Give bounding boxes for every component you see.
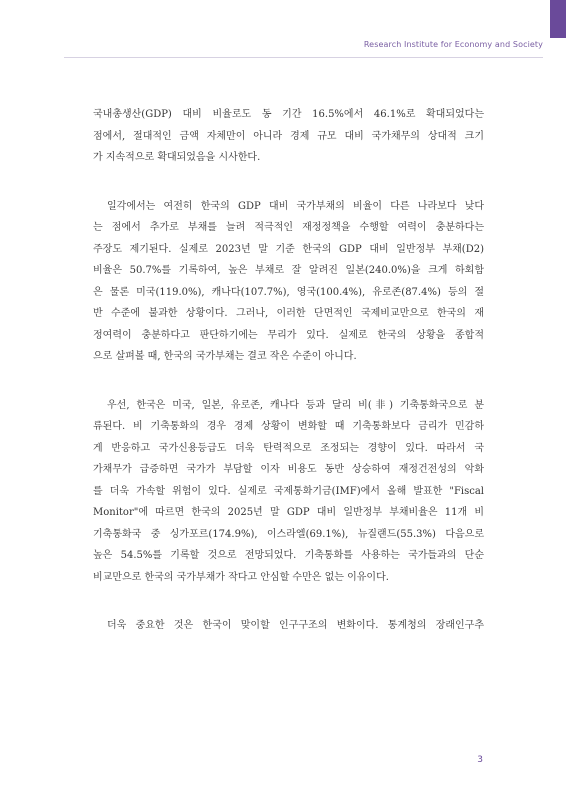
text-line: 점에서, 절대적인 금액 자체만이 아니라 경제 규모 대비 국가채무의 상대적 크기	[93, 130, 484, 142]
text-line: 는 점에서 추가로 부채를 늘려 적극적인 재정정책을 수행할 여력이 충분하다는	[93, 222, 484, 233]
text-line: 가 지속적으로 확대되었음을 시사한다.	[93, 152, 261, 163]
text-line: 게 반응하고 국가신용등급도 더욱 탄력적으로 조정되는 경향이 있다. 따라서 국	[93, 442, 484, 454]
paragraph	[93, 395, 484, 589]
text-line: Monitor"에 따르면 한국의 2025년 말 GDP 대비 일반정부 부채비율은 11개 비	[93, 507, 484, 518]
text-line: 으로 살펴볼 때, 한국의 국가부채는 결코 작은 수준이 아니다.	[93, 351, 357, 362]
text-line: 반 수준에 불과한 상황이다. 그러나, 이러한 단면적인 국제비교만으로 한국의 재	[93, 308, 484, 319]
text-line: 류된다. 비 기축통화의 경우 경제 상황이 변화할 때 기축통화보다 금리가 민감하	[93, 421, 484, 432]
paragraph	[93, 196, 484, 368]
paragraph	[93, 615, 484, 637]
running-header: Research Institute for Economy and Society	[363, 40, 543, 49]
text-line: 기축통화국 중 싱가포르(174.9%), 이스라엘(69.1%), 뉴질랜드(55.3%) 다음으로	[93, 528, 484, 540]
text-line: 주장도 제기된다. 실제로 2023년 말 기준 한국의 GDP 대비 일반정부 부채(D2)	[93, 243, 484, 255]
text-line: 를 더욱 가속할 위험이 있다. 실제로 국제통화기금(IMF)에서 올해 발표한 "Fiscal	[93, 485, 484, 497]
text-line: 높은 54.5%를 기록할 것으로 전망되었다. 기축통화를 사용하는 국가들과의 단순	[93, 550, 484, 561]
text-line: 국내총생산(GDP) 대비 비율로도 동 기간 16.5%에서 46.1%로 확대되었다는	[93, 109, 484, 120]
header-rule	[64, 57, 543, 58]
text-line: 더욱 중요한 것은 한국이 맞이할 인구구조의 변화이다. 통계청의 장래인구추	[107, 620, 484, 631]
paragraph	[93, 104, 484, 169]
text-line: 우선, 한국은 미국, 일본, 유로존, 캐나다 등과 달리 비(非) 기축통화국으로 분	[107, 399, 484, 411]
text-line: 비율은 50.7%를 기록하여, 높은 부채로 잘 알려진 일본(240.0%)을 크게 하회함	[93, 265, 484, 276]
text-line: 가채무가 급증하면 국가가 부담할 이자 비용도 동반 상승하여 재정건전성의 악화	[93, 464, 484, 475]
text-line: 비교만으로 한국의 국가부채가 작다고 안심할 수만은 없는 이유이다.	[93, 571, 389, 583]
text-line: 은 물론 미국(119.0%), 캐나다(107.7%), 영국(100.4%), 유로존(87.4%) 등의 절	[93, 286, 484, 298]
body-text	[93, 104, 484, 664]
text-line: 정여력이 충분하다고 판단하기에는 무리가 있다. 실제로 한국의 상황을 종합적	[93, 329, 484, 341]
page-number: 3	[477, 755, 483, 765]
text-line: 일각에서는 여전히 한국의 GDP 대비 국가부채의 비율이 다른 나라보다 낮다	[107, 200, 484, 212]
accent-bar	[550, 0, 566, 38]
